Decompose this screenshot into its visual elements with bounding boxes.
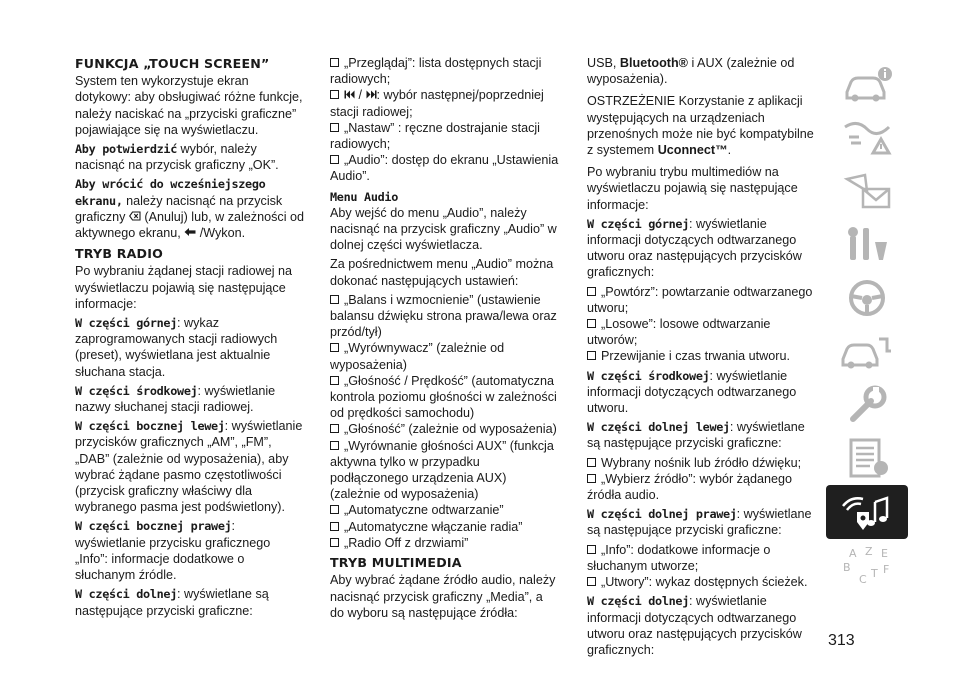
warning-lights-icon [837, 115, 897, 159]
paragraph: Za pośrednictwem menu „Audio” można dokonać następujących ustawień: [330, 257, 554, 288]
list-item: „Automatyczne odtwarzanie” [330, 502, 560, 518]
list-item: „Wybierz źródło”: wybór żądanego źródła audio. [587, 471, 792, 503]
multimedia-icon [837, 490, 897, 534]
next-track-icon [366, 88, 377, 102]
checkbox-bullet-icon [330, 522, 339, 531]
paragraph: W części bocznej lewej: wyświetlanie przycisków graficznych „AM”, „FM”, „DAB” (zależnie od wyposażenia), aby wybrać żądane pasmo częstotliwości (przycisk graficzny właściwy dla wybranego pasma jest podświetlony). [75, 419, 303, 515]
checkbox-bullet-icon [330, 58, 339, 67]
index-letter: E [881, 547, 888, 561]
sidebar-tab-wrench[interactable] [826, 378, 908, 432]
tools-icon [837, 222, 897, 266]
list-item: „Nastaw” : ręczne dostrajanie stacji radiowych; [330, 120, 540, 152]
document-list-icon [837, 436, 897, 480]
list-item: „Automatyczne włączanie radia” [330, 519, 560, 535]
section-title-radio: TRYB RADIO [75, 246, 163, 262]
list-item: „Powtórz”: powtarzanie odtwarzanego utworu; [587, 284, 813, 315]
list-item: „Wyrównanie głośności AUX” (funkcja aktywna tylko w przypadku podłączonego urządzenia AUX) (zależnie od wyposażenia) [330, 438, 554, 502]
checkbox-bullet-icon [330, 505, 339, 514]
paragraph: System ten wykorzystuje ekran dotykowy: aby obsługiwać różne funkcje, należy naciskać na „przyciski graficzne” pojawiające się na wyświetlaczu. [75, 74, 303, 137]
sidebar-tab-alphabet-index[interactable] [826, 539, 908, 593]
index-letter: C [859, 573, 867, 587]
index-letter: B [843, 561, 851, 575]
paragraph: USB, Bluetooth® i AUX (zależnie od wyposażenia). [587, 56, 795, 87]
column-middle [330, 55, 560, 624]
car-breakdown-icon [837, 329, 897, 373]
sidebar-tab-warning-lights[interactable] [826, 111, 908, 165]
index-letter: A [849, 547, 857, 561]
paragraph: W części dolnej prawej: wyświetlane są następujące przyciski graficzne: [587, 507, 812, 538]
paragraph: W części środkowej: wyświetlanie informacji dotyczących odtwarzanego utworu. [587, 368, 797, 416]
list-item: „Info”: dodatkowe informacje o słuchanym utworze; [587, 542, 771, 573]
list-item: „Przeglądaj”: lista dostępnych stacji radiowych; [330, 56, 542, 87]
checkbox-bullet-icon [587, 287, 596, 296]
list-item: „Radio Off z drzwiami” [330, 535, 560, 551]
alphabet-index-icon [837, 543, 897, 587]
paragraph: Aby wejść do menu „Audio”, należy nacisnąć na przycisk graficzny „Audio” w dolnej części wyświetlacza. [330, 205, 557, 253]
car-info-icon [837, 62, 897, 106]
list-item: Wybrany nośnik lub źródło dźwięku; [587, 455, 815, 471]
section-title-multimedia: TRYB MULTIMEDIA [330, 555, 462, 571]
column-left [75, 55, 305, 622]
paragraph: Aby wrócić do wcześniejszego ekranu, należy nacisnąć na przycisk graficzny (Anuluj) lub, w zależności od aktywnego ekranu, /Wykon. [75, 177, 305, 241]
column-right [587, 55, 815, 661]
list-item: „Utwory”: wykaz dostępnych ścieżek. [587, 574, 815, 590]
page-number: 313 [828, 632, 855, 649]
paragraph: W części dolnej: wyświetlane są następujące przyciski graficzne: [75, 587, 269, 618]
chapter-sidebar [826, 57, 908, 592]
checkbox-bullet-icon [587, 577, 596, 586]
sidebar-tab-tools[interactable] [826, 218, 908, 272]
list-item: „Głośność” (zależnie od wyposażenia) [330, 421, 560, 437]
subsection-title-menu-audio: Menu Audio [330, 189, 399, 204]
paragraph: W części dolnej: wyświetlanie informacji dotyczących odtwarzanego utworu oraz następujących przycisków graficznych: [587, 594, 802, 657]
paragraph: W części bocznej prawej: wyświetlanie przycisku graficznego „Info”: informacje dodatkowe o słuchanym źródle. [75, 519, 271, 583]
checkbox-bullet-icon [587, 545, 596, 554]
paragraph: W części górnej: wyświetlanie informacji dotyczących odtwarzanego utworu oraz następujących przycisków graficznych: [587, 216, 802, 280]
list-item: / : wybór następnej/poprzedniej stacji radiowej; [330, 88, 544, 119]
index-letter: Z [865, 545, 873, 559]
checkbox-bullet-icon [330, 376, 339, 385]
sidebar-tab-car-breakdown[interactable] [826, 325, 908, 379]
sidebar-tab-document-list[interactable] [826, 432, 908, 486]
previous-track-icon [344, 88, 355, 102]
checkbox-bullet-icon [330, 424, 339, 433]
paragraph: Po wybraniu żądanej stacji radiowej na wyświetlaczu pojawią się następujące informacje: [75, 264, 293, 311]
checkbox-bullet-icon [330, 123, 339, 132]
list-item: „Losowe”: losowe odtwarzanie utworów; [587, 317, 771, 348]
checkbox-bullet-icon [330, 90, 339, 99]
paragraph: W części środkowej: wyświetlanie nazwy słuchanej stacji radiowej. [75, 383, 276, 415]
wrench-icon [837, 383, 897, 427]
checkbox-bullet-icon [587, 319, 596, 328]
index-letter: T [871, 567, 878, 581]
checkbox-bullet-icon [587, 458, 596, 467]
paragraph: Aby potwierdzić wybór, należy nacisnąć na przycisk graficzny „OK”. [75, 142, 279, 173]
list-item: „Wyrównywacz” (zależnie od wyposażenia) [330, 341, 505, 372]
section-title-touch-screen: FUNKCJA „TOUCH SCREEN” [75, 56, 270, 71]
checkbox-bullet-icon [330, 441, 339, 450]
sidebar-tab-car-info[interactable] [826, 57, 908, 111]
steering-wheel-icon [837, 276, 897, 320]
checkbox-bullet-icon [330, 538, 339, 547]
list-item: „Głośność / Prędkość” (automatyczna kontrola poziomu głośności w zależności od prędkości samochodu) [330, 373, 557, 421]
checkbox-bullet-icon [330, 295, 339, 304]
checkbox-bullet-icon [330, 343, 339, 352]
paragraph: Po wybraniu trybu multimediów na wyświetlaczu pojawią się następujące informacje: [587, 165, 798, 212]
checkbox-bullet-icon [330, 155, 339, 164]
paragraph: Aby wybrać żądane źródło audio, należy nacisnąć przycisk graficzny „Media”, a do wyboru są następujące źródła: [330, 573, 556, 620]
sidebar-tab-multimedia[interactable] [826, 485, 908, 539]
cancel-icon [129, 210, 141, 224]
paragraph: W części górnej: wykaz zaprogramowanych stacji radiowych (preset), wyświetlana jest aktualnie słuchana stacja. [75, 316, 278, 379]
warning-paragraph: OSTRZEŻENIE Korzystanie z aplikacji występujących na urządzeniach przenośnych może nie być kompatybilne z systemem Uconnect™. [587, 94, 814, 158]
index-letter: F [883, 563, 890, 577]
sidebar-tab-steering-wheel[interactable] [826, 271, 908, 325]
back-arrow-icon [184, 226, 196, 240]
sidebar-tab-envelope[interactable] [826, 164, 908, 218]
list-item: „Audio”: dostęp do ekranu „Ustawienia Audio”. [330, 153, 559, 184]
list-item: Przewijanie i czas trwania utworu. [587, 348, 815, 364]
paragraph: W części dolnej lewej: wyświetlane są następujące przyciski graficzne: [587, 420, 805, 451]
checkbox-bullet-icon [587, 474, 596, 483]
envelope-icon [837, 169, 897, 213]
checkbox-bullet-icon [587, 351, 596, 360]
list-item: „Balans i wzmocnienie” (ustawienie balansu dźwięku strona prawa/lewa oraz przód/tył) [330, 292, 557, 340]
